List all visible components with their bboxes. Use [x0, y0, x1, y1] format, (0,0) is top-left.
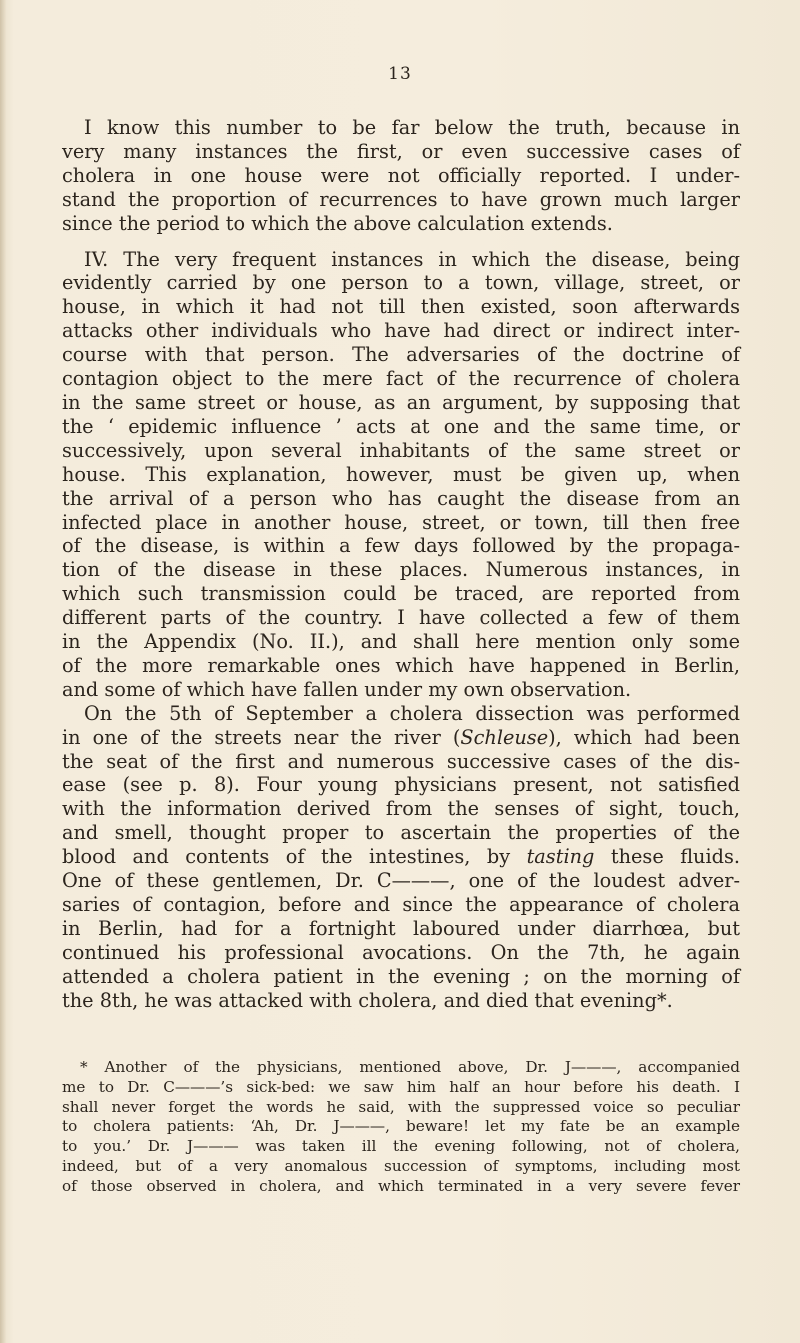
text-line: in the Appendix (No. II.), and shall here mention only some [62, 630, 740, 654]
text-line: in Berlin, had for a fortnight laboured under diarrhœa, but [62, 916, 740, 940]
text-line: continued his professional avocations. On the 7th, he again [62, 940, 740, 964]
text-line: attacks other individuals who have had direct or indirect inter- [62, 319, 740, 343]
paragraph-1 [62, 116, 740, 236]
paragraph-3 [62, 702, 740, 1013]
text-line: with the information derived from the senses of sight, touch, [62, 797, 740, 821]
text-segment: ), which had been [548, 725, 740, 749]
text-line: house, in which it had not till then existed, soon afterwards [62, 295, 740, 319]
page-binding-edge [0, 0, 6, 1343]
text-line: different parts of the country. I have collected a few of them [62, 606, 740, 630]
footnote-line: shall never forget the words he said, with the suppressed voice so peculiar [62, 1097, 740, 1116]
italic-emphasis: tasting [526, 845, 595, 869]
footnote-line: to cholera patients: ‘Ah, Dr. J———, beware! let my fate be an example [62, 1117, 740, 1136]
text-line: One of these gentlemen, Dr. C———, one of the loudest adver- [62, 869, 740, 893]
text-line: tion of the disease in these places. Numerous instances, in [62, 558, 740, 582]
text-line: saries of contagion, before and since the appearance of cholera [62, 893, 740, 916]
paragraph-2 [62, 248, 740, 702]
footnote-line: * Another of the physicians, mentioned above, Dr. J———, accompanied [80, 1058, 740, 1076]
footnote-line: to you.’ Dr. J——— was taken ill the evening following, not of cholera, [62, 1137, 740, 1156]
footnote-line: me to Dr. C———’s sick-bed: we saw him half an hour before his death. I [62, 1077, 740, 1096]
text-segment: blood and contents of the intestines, by [62, 845, 527, 869]
text-line: of the disease, is within a few days followed by the propaga- [62, 534, 740, 558]
footnote-line: indeed, but of a very anomalous succession of symptoms, including most [62, 1156, 740, 1175]
text-line [62, 726, 740, 750]
text-line: of the more remarkable ones which have happened in Berlin, [62, 653, 740, 677]
text-line: in the same street or house, as an argument, by supposing that [62, 390, 740, 414]
footnote-line: of those observed in cholera, and which terminated in a very severe fever [62, 1176, 740, 1195]
text-line: cholera in one house were not officially reported. I under- [62, 163, 740, 187]
text-line: the ‘ epidemic influence ’ acts at one and the same time, or [62, 414, 740, 438]
text-line: the 8th, he was attacked with cholera, and died that evening*. [62, 988, 673, 1012]
text-line: the arrival of a person who has caught the disease from an [62, 486, 740, 510]
text-line: and smell, thought proper to ascertain the properties of the [62, 821, 740, 845]
text-line: very many instances the first, or even successive cases of [62, 139, 740, 163]
text-line: I know this number to be far below the truth, because in [84, 116, 740, 139]
text-line: and some of which have fallen under my own observation. [62, 677, 632, 701]
text-line: since the period to which the above calculation extends. [62, 211, 613, 235]
text-line: infected place in another house, street, or town, till then free [62, 510, 740, 534]
text-line: contagion object to the mere fact of the recurrence of cholera [62, 367, 740, 391]
footnote [62, 1058, 740, 1197]
text-line [62, 845, 740, 869]
text-line: course with that person. The adversaries of the doctrine of [62, 343, 740, 367]
text-segment: these fluids. [594, 845, 741, 869]
page-number: 13 [388, 64, 412, 84]
main-text [62, 116, 740, 1013]
text-line: attended a cholera patient in the evening ; on the morning of [62, 964, 740, 988]
text-segment: in one of the streets near the river ( [62, 725, 461, 749]
text-line: On the 5th of September a cholera dissection was performed [84, 701, 740, 725]
text-line: house. This explanation, however, must be given up, when [62, 462, 740, 486]
text-line: successively, upon several inhabitants of the same street or [62, 438, 740, 462]
text-line: stand the proportion of recurrences to have grown much larger [62, 187, 740, 211]
text-line: the seat of the first and numerous successive cases of the dis- [62, 749, 740, 773]
text-line: IV. The very frequent instances in which the disease, being [84, 247, 740, 271]
text-line: which such transmission could be traced, are reported from [62, 582, 740, 606]
italic-place-name: Schleuse [460, 725, 549, 749]
text-line: evidently carried by one person to a town, village, street, or [62, 271, 740, 295]
text-line: ease (see p. 8). Four young physicians present, not satisfied [62, 773, 740, 797]
